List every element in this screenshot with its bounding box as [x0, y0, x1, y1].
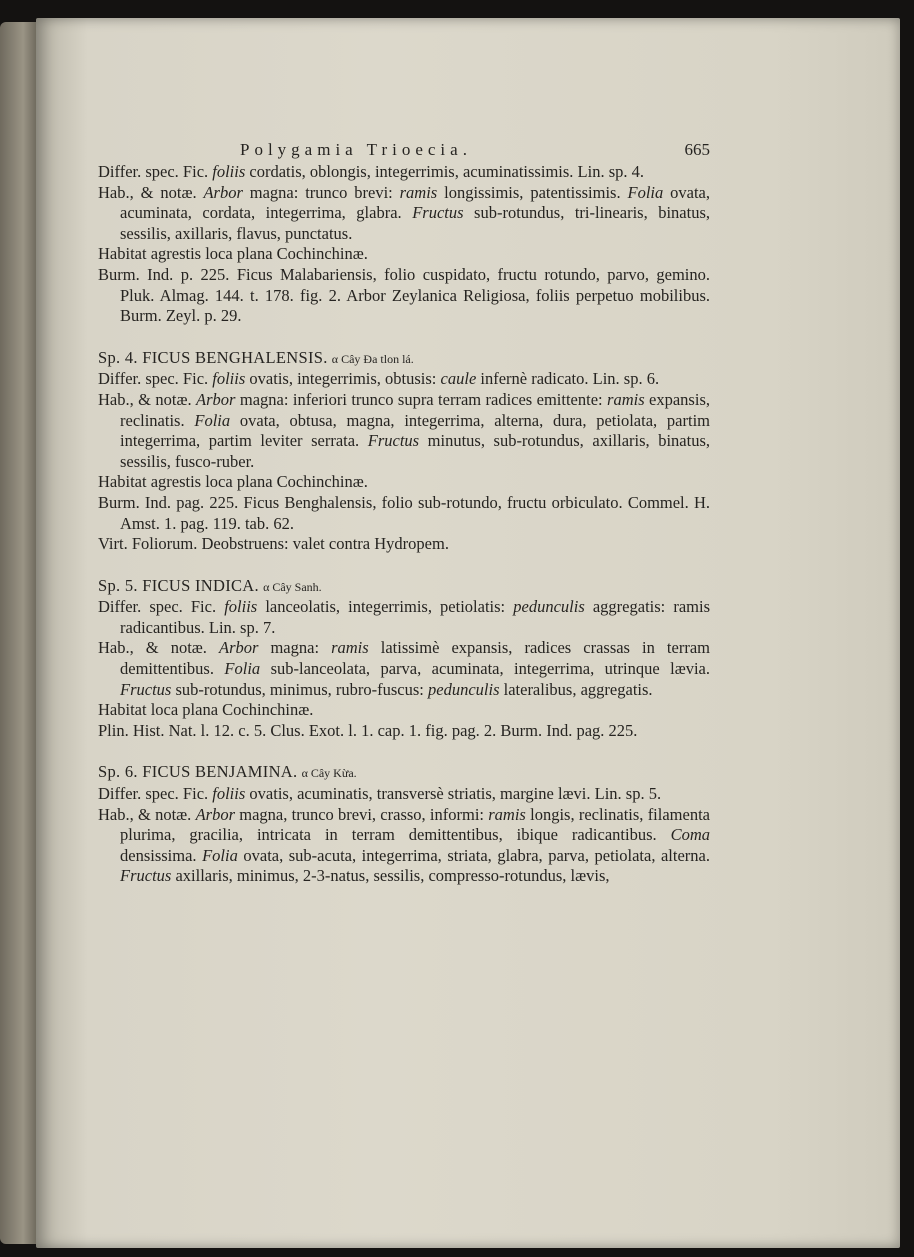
page-text [98, 140, 710, 887]
sp4-habitus: Hab., & notæ. Arbor magna: inferiori trunco supra terram radices emittente: ramis expansis, reclinatis. Folia ovata, obtusa, magna, integerrima, alterna, dura, petiolata, partim integerrima, partim leviter serrata. Fructus minutus, sub-rotundus, axillaris, binatus, sessilis, fusco-ruber. [98, 389, 711, 471]
sp5-habitus: Hab., & notæ. Arbor magna: ramis latissimè expansis, radices crassas in terram demittentibus. Folia sub-lanceolata, parva, acuminata, integerrima, utrinque lævia. Fructus sub-rotundus, minimus, rubro-fuscus: pedunculis lateralibus, aggregatis. [98, 638, 710, 699]
sp6-habitus: Hab., & notæ. Arbor magna, trunco brevi, crasso, informi: ramis longis, reclinatis, filamenta plurima, gracilia, intricata in terram demittentibus, ibique radicantibus. Coma densissima. Folia ovata, sub-acuta, integerrima, striata, glabra, parva, petiolata, alterna. Fructus axillaris, minimus, 2-3-natus, sessilis, compresso-rotundus, lævis, [98, 804, 710, 886]
sp3-habitat: Habitat agrestis loca plana Cochinchinæ. [98, 244, 368, 264]
sp4-differ: Differ. spec. Fic. foliis ovatis, integerrimis, obtusis: caule infernè radicato. Lin. sp. 6. [98, 369, 660, 389]
sp5-habitat: Habitat loca plana Cochinchinæ. [98, 700, 314, 720]
sp6-vernacular: α Cây Kừa. [301, 766, 357, 781]
sp3-references: Burm. Ind. p. 225. Ficus Malabariensis, folio cuspidato, fructu rotundo, parvo, gemino. Pluk. Almag. 144. t. 178. fig. 2. Arbor Zeylanica Religiosa, foliis perpetuo mobilibus. Burm. Zeyl. p. 29. [98, 264, 710, 326]
sp4-habitat: Habitat agrestis loca plana Cochinchinæ. [98, 472, 368, 492]
sp4-references: Burm. Ind. pag. 225. Ficus Benghalensis, folio sub-rotundo, fructu orbiculato. Commel. H. Amst. 1. pag. 119. tab. 62. [98, 492, 710, 533]
sp5-title: Sp. 5. FICUS INDICA. α Cây Sanh. [98, 575, 322, 595]
sp5-references: Plin. Hist. Nat. l. 12. c. 5. Clus. Exot. l. 1. cap. 1. fig. pag. 2. Burm. Ind. pag. 225. [98, 720, 638, 740]
sp5-vernacular: α Cây Sanh. [263, 579, 322, 594]
running-head-title: Polygamia Trioecia. [240, 140, 472, 159]
sp4-virtues: Virt. Foliorum. Deobstruens: valet contra Hydropem. [98, 534, 449, 554]
sp6-differ: Differ. spec. Fic. foliis ovatis, acuminatis, transversè striatis, margine lævi. Lin. sp. 5. [98, 784, 662, 804]
sp3-habitus: Hab., & notæ. Arbor magna: trunco brevi: ramis longissimis, patentissimis. Folia ovata, acuminata, cordata, integerrima, glabra. Fructus sub-rotundus, tri-linearis, binatus, sessilis, axillaris, flavus, punctatus. [98, 182, 710, 243]
sp4-vernacular: α Cây Đa tlon lá. [331, 351, 414, 366]
sp5-differ: Differ. spec. Fic. foliis lanceolatis, integerrimis, petiolatis: pedunculis aggregatis: ramis radicantibus. Lin. sp. 7. [98, 597, 711, 637]
running-head [98, 140, 710, 168]
sp6-title: Sp. 6. FICUS BENJAMINA. α Cây Kừa. [98, 762, 357, 782]
sp3-differ: Differ. spec. Fic. foliis cordatis, oblongis, integerrimis, acuminatissimis. Lin. sp. 4. [98, 162, 644, 181]
sp4-title: Sp. 4. FICUS BENGHALENSIS. α Cây Đa tlon lá. [98, 347, 414, 367]
page-number: 665 [684, 140, 710, 159]
